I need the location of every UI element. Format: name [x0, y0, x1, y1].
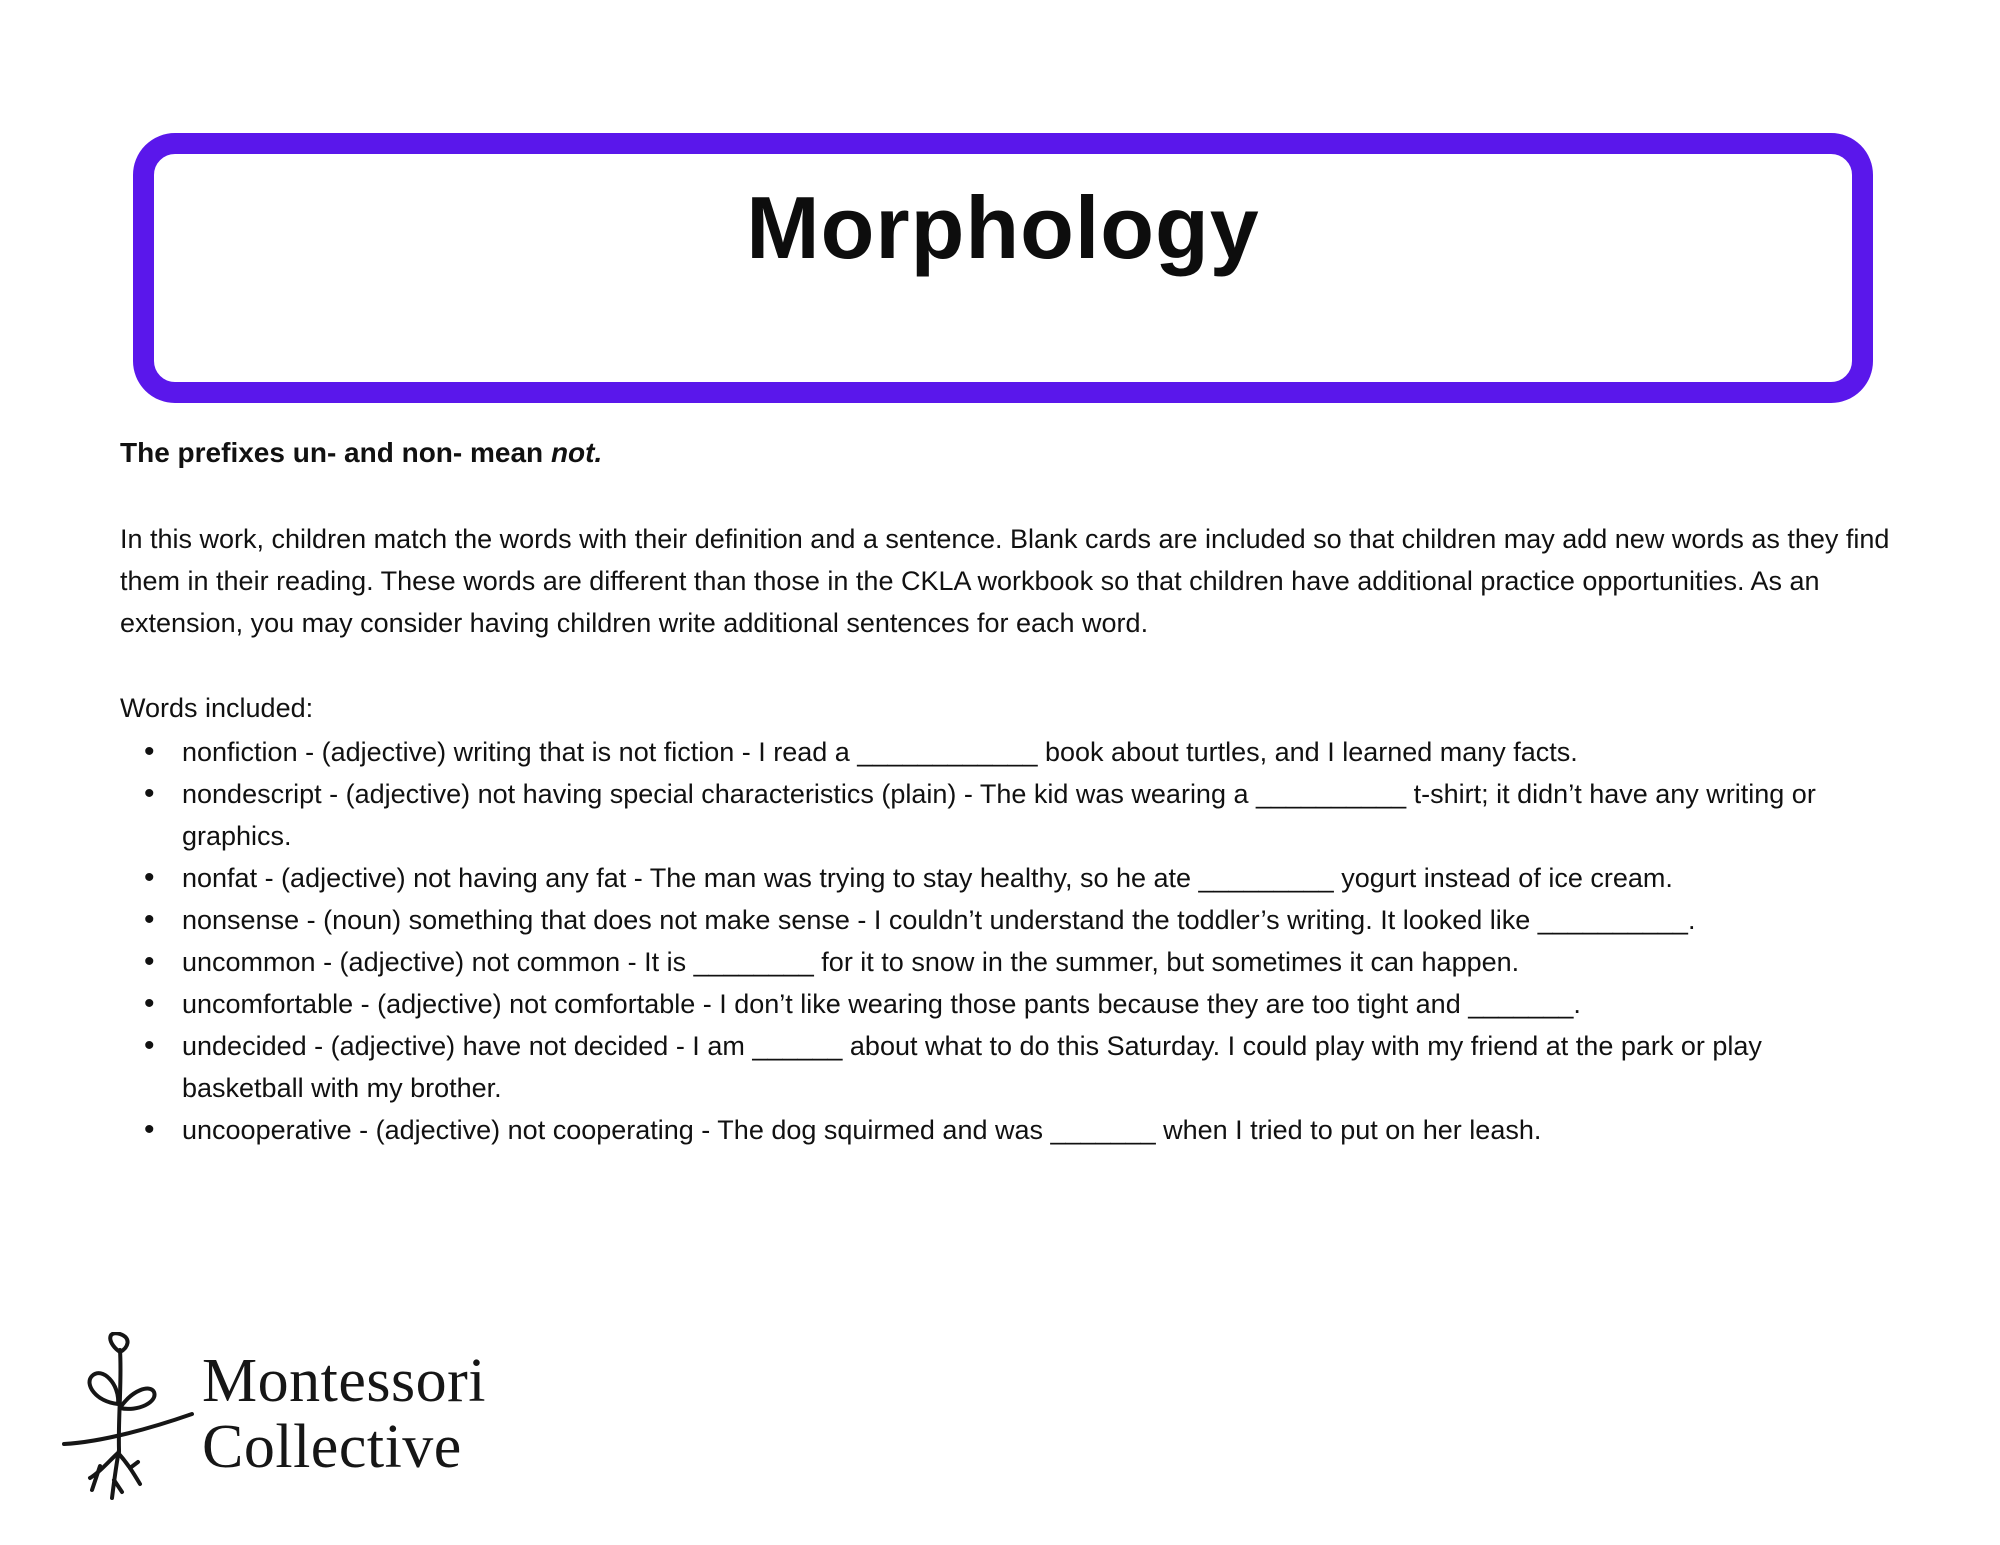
prefix-statement-text: The prefixes un- and non- mean [120, 437, 551, 468]
title-box [133, 133, 1873, 403]
word-list [144, 731, 1890, 1151]
prefix-statement-emphasis: not. [550, 437, 603, 468]
word-list-item: • nonfat - (adjective) not having any fat - The man was trying to stay healthy, so he ate _________ yogurt instead of ice cream. [144, 857, 1890, 899]
word-list-item: • uncomfortable - (adjective) not comfortable - I don’t like wearing those pants because they are too tight and _______. [144, 983, 1890, 1025]
logo-line-2: Collective [202, 1413, 462, 1481]
instructions-paragraph: In this work, children match the words with their definition and a sentence. Blank cards are included so that children may add new words as they find them in their reading. These words are different than those in the CKLA workbook so that children have additional practice opportunities. As an extension, you may consider having children write additional sentences for each word. [120, 524, 1890, 638]
word-list-item: • nondescript - (adjective) not having special characteristics (plain) - The kid was wearing a __________ t-shirt; it didn’t have any writing or graphics. [144, 773, 1890, 857]
page-title: Morphology [746, 178, 1260, 277]
logo-line-1: Montessori [202, 1347, 486, 1415]
word-list-item: • nonsense - (noun) something that does not make sense - I couldn’t understand the toddler’s writing. It looked like __________. [144, 899, 1890, 941]
word-list-item: • undecided - (adjective) have not decided - I am ______ about what to do this Saturday. I could play with my friend at the park or play basketball with my brother. [144, 1025, 1890, 1109]
seedling-sprout-icon [62, 1332, 194, 1510]
content-area [120, 432, 1890, 1151]
logo-wordmark [202, 1348, 486, 1480]
montessori-collective-logo [62, 1332, 486, 1510]
word-list-item: • nonfiction - (adjective) writing that is not fiction - I read a ____________ book about turtles, and I learned many facts. [144, 731, 1890, 773]
word-list-item: • uncooperative - (adjective) not cooperating - The dog squirmed and was _______ when I tried to put on her leash. [144, 1109, 1890, 1151]
word-list-item: • uncommon - (adjective) not common - It is ________ for it to snow in the summer, but sometimes it can happen. [144, 941, 1890, 983]
words-included-label: Words included: [120, 693, 314, 723]
prefix-statement [120, 432, 1890, 474]
